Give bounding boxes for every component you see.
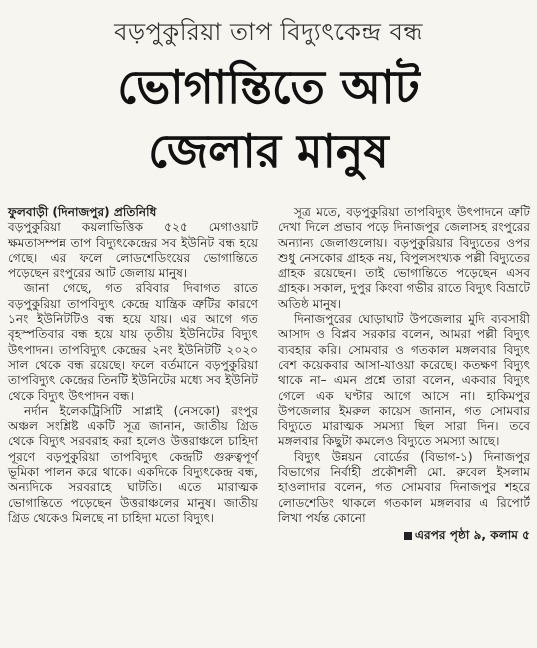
article-column-left bbox=[8, 205, 258, 526]
main-headline-line-1: ভোগান্তিতে আট bbox=[117, 60, 420, 114]
main-headline-line-2: জেলার মানুষ bbox=[148, 124, 389, 178]
kicker-headline: বড়পুকুরিয়া তাপ বিদ্যুৎকেন্দ্র বন্ধ bbox=[114, 18, 423, 46]
article-paragraph: সূত্র মতে, বড়পুকুরিয়া তাপবিদ্যুৎ উৎপাদনে ত্রুটি দেখা দিলে প্রভাব পড়ে দিনাজপুর জেলাসহ রংপুরের অন্যান্য জেলাগুলোয়। বড়পুকুরিয়ার বিদ্যুতের ওপর শুধু নেসকোর গ্রাহক নয়, বিপুলসংখ্যক পল্লী বিদ্যুতের গ্রাহক রয়েছেন। তাই ভোগান্তিতে পড়েছেন এসব গ্রাহক। সকাল, দুপুর কিংবা গভীর রাতে বিদ্যুৎ বিভ্রাটে অতিষ্ঠ মানুষ। bbox=[278, 205, 530, 311]
byline bbox=[8, 205, 258, 220]
byline-text: ফুলবাড়ী (দিনাজপুর) প্রতিনিধি bbox=[8, 205, 157, 219]
article-paragraph: দিনাজপুরের ঘোড়াঘাট উপজেলার মুদি ব্যবসায়ী আসাদ ও বিপ্লব সরকার বলেন, আমরা পল্লী বিদ্যুৎ ব্যবহার করি। সোমবার ও গতকাল মঙ্গলবার বিদ্যুৎ বেশ কয়েকবার আসা-যাওয়া করেছে। কতক্ষণ বিদ্যুৎ থাকে না– এমন প্রশ্নে তারা বলেন, একবার বিদ্যুৎ গেলে এক ঘণ্টার আগে আসে না। হাকিমপুর উপজেলার ইমরুল কায়েস জানান, গত সোমবার বিদ্যুতে মারাত্মক সমস্যা ছিল সারা দিন। তবে মঙ্গলবার কিছুটা কমলেও বিদ্যুতে সমস্যা আছে। bbox=[278, 312, 530, 449]
article-paragraph: নর্দান ইলেকট্রিসিটি সাপ্লাই (নেসকো) রংপুর অঞ্চল সংশ্লিষ্ট একটি সূত্র জানান, জাতীয় গ্রিড থেকে বিদ্যুৎ সরবরাহ করা হলেও উত্তরাঞ্চলে চাহিদা পূরণে বড়পুকুরিয়া তাপবিদ্যুৎ কেন্দ্রটি গুরুত্বপূর্ণ ভূমিকা পালন করে থাকে। একদিকে বিদ্যুৎকেন্দ্র বন্ধ, অন্যদিকে সরবরাহে ঘাটতি। এতে মারাত্মক ভোগান্তিতে পড়েছেন উত্তরাঞ্চলের মানুষ। জাতীয় গ্রিড থেকেও মিলছে না চাহিদা মতো বিদ্যুৎ। bbox=[8, 403, 258, 525]
continuation-text: এরপর পৃষ্ঠা ৯, কলাম ৫ bbox=[414, 528, 530, 543]
square-bullet-icon bbox=[404, 532, 412, 540]
article-paragraph: জানা গেছে, গত রবিবার দিবাগত রাতে বড়পুকুরিয়া তাপবিদ্যুৎ কেন্দ্রে যান্ত্রিক ত্রুটির কারণে ১নং ইউনিটটিও বন্ধ হয়ে যায়। এর আগে গত বৃহস্পতিবার বন্ধ হয়ে যায় তৃতীয় ইউনিটের বিদ্যুৎ উৎপাদন। তাপবিদ্যুৎ কেন্দ্রের ২নং ইউনিটটি ২০২০ সাল থেকে বন্ধ রয়েছে। ফলে বর্তমানে বড়পুকুরিয়া তাপবিদ্যুৎ কেন্দ্রের তিনটি ইউনিটের মধ্যে সব ইউনিট থেকে বিদ্যুৎ উৎপাদন বন্ধ। bbox=[8, 281, 258, 403]
article-paragraph: বড়পুকুরিয়া কয়লাভিত্তিক ৫২৫ মেগাওয়াট ক্ষমতাসম্পন্ন তাপ বিদ্যুৎকেন্দ্রের সব ইউনিট বন্ধ হয়ে গেছে। এর ফলে লোডশেডিংয়ের ভোগান্তিতে পড়েছেন রংপুরের আট জেলায় মানুষ। bbox=[8, 220, 258, 281]
continuation-note bbox=[278, 528, 530, 543]
article-paragraph: বিদ্যুৎ উন্নয়ন বোর্ডের (বিভাগ-১) দিনাজপুর বিভাগের নির্বাহী প্রকৌশলী মো. রুবেল ইসলাম হাওলাদার বলেন, গত সোমবার দিনাজপুর শহরে লোডশেডিং থাকলে গতকাল মঙ্গলবার এ রিপোর্ট লিখা পর্যন্ত কোনো bbox=[278, 449, 530, 525]
article-column-right bbox=[278, 205, 530, 544]
